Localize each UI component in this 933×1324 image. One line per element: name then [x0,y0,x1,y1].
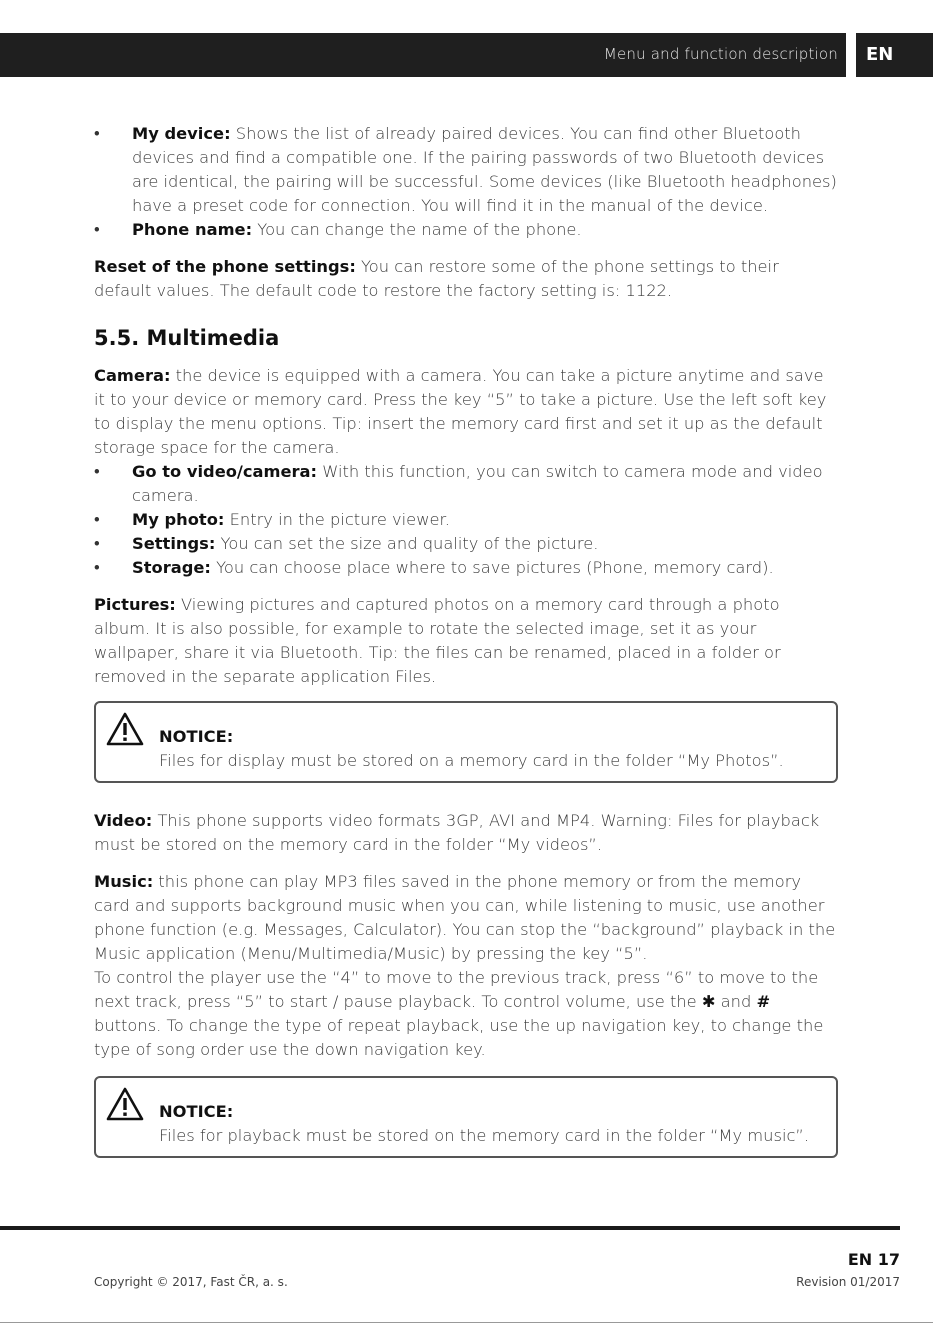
item-label: Go to video/camera: [132,462,318,481]
music-control-text-end: buttons. To change the type of repeat playback, use the up navigation key, to change the type of song order use the down navigation key. [94,1016,824,1059]
hash-key: # [756,992,771,1011]
pictures-text: Viewing pictures and captured photos on a memory card through a photo album. It is also possible, for example to rotate the selected image, set it as your wallpaper, share it via Bluetooth. Tip: the files can be renamed, placed in a folder or removed in the separate application Files. [94,595,781,686]
footer-divider [0,1226,900,1230]
item-label: Storage: [132,558,211,577]
music-text: this phone can play MP3 files saved in the phone memory or from the memory card and supports background music when you can, while listening to music, use another phone function (e.g. Messages, Calculator). You can stop the “background” playback in the Music application (Menu/Multimedia/Music) by pressing the key “5”. [94,872,836,963]
reset-paragraph [94,255,839,303]
notice-text: Files for display must be stored on a memory card in the folder “My Photos”. [159,751,784,770]
camera-label: Camera: [94,366,171,385]
notice-box [94,701,838,783]
video-label: Video: [94,811,153,830]
music-control-paragraph [94,966,839,1062]
item-text: You can change the name of the phone. [252,220,582,239]
video-text: This phone supports video formats 3GP, AVI and MP4. Warning: Files for playback must be stored on the memory card in the folder “My videos”. [94,811,820,854]
revision: Revision 01/2017 [796,1275,900,1289]
music-label: Music: [94,872,154,891]
pictures-paragraph [94,593,839,689]
language-badge: EN [856,33,933,77]
list-item [94,556,839,580]
item-label: Settings: [132,534,216,553]
item-text: With this function, you can switch to camera mode and video camera. [132,462,823,505]
camera-paragraph [94,364,839,460]
section-heading: 5.5. Multimedia [94,326,280,350]
item-text: Shows the list of already paired devices. You can find other Bluetooth devices and find a compatible one. If the pairing passwords of two Bluetooth devices are identical, the pairing will be successful. Some devices (like Bluetooth headphones) have a preset code for connection. You will find it in the manual of the device. [132,124,837,215]
item-label: My photo: [132,510,225,529]
item-text: You can choose place where to save pictures (Phone, memory card). [210,558,774,577]
video-paragraph [94,809,839,857]
page-number: EN 17 [847,1250,900,1269]
list-item [94,122,839,218]
header-bar [0,33,846,77]
pictures-label: Pictures: [94,595,176,614]
and-text: and [715,992,757,1011]
warning-icon [106,1087,144,1121]
item-text: You can set the size and quality of the picture. [215,534,599,553]
list-item [94,460,839,508]
list-item [94,532,839,556]
item-text: Entry in the picture viewer. [224,510,450,529]
notice-text: Files for playback must be stored on the memory card in the folder “My music”. [159,1126,810,1145]
item-label: Phone name: [132,220,253,239]
bluetooth-list [94,122,839,242]
star-key: ✱ [701,992,716,1011]
camera-text: the device is equipped with a camera. You can take a picture anytime and save it to your device or memory card. Press the key “5” to take a picture. Use the left soft key to display the menu options. Tip: insert the memory card first and set it up as the default storage space for the camera. [94,366,827,457]
reset-label: Reset of the phone settings: [94,257,356,276]
notice-box [94,1076,838,1158]
reset-text: You can restore some of the phone settings to their default values. The default code to restore the factory setting is: 1122. [94,257,779,300]
music-paragraph [94,870,839,966]
warning-icon [106,712,144,746]
bottom-divider [0,1322,933,1323]
notice-title: NOTICE: [159,1102,234,1121]
header-title: Menu and function description [603,45,838,63]
music-control-text: To control the player use the “4” to move to the previous track, press “6” to move to the next track, press “5” to start / pause playback. To control volume, use the [94,968,819,1011]
page-content [94,122,839,1158]
copyright: Copyright © 2017, Fast ČR, a. s. [94,1275,288,1289]
list-item [94,218,839,242]
list-item [94,508,839,532]
camera-list [94,460,839,580]
item-label: My device: [132,124,231,143]
notice-title: NOTICE: [159,727,234,746]
